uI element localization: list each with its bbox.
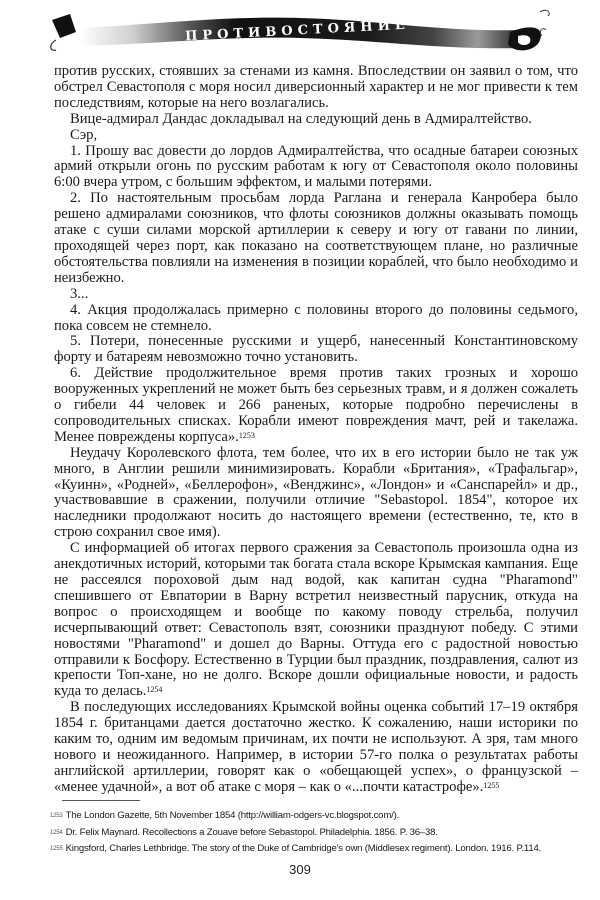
paragraph: против русских, стоявших за стенами из камня. Впоследствии он заявил о том, что обстрел Севастополя с моря носил диверсионный характер и не мог привести к тем последствиям, которые на него возлагались. [54,63,578,111]
footnote-divider [62,800,140,801]
paragraph: 3... [70,285,89,302]
footnote [50,808,580,825]
footnote-ref[interactable]: 1254 [146,685,163,695]
paragraph: 5. Потери, понесенные русскими и ущерб, нанесенный Константиновскому форту и батареям невозможно точно установить. [54,333,578,366]
footnote-text: The London Gazette, 5th November 1854 (http://william-odgers-vc.blogspot.com/). [65,810,400,821]
footnote-ref[interactable]: 1255 [483,780,500,790]
paragraph: 1. Прошу вас довести до лордов Адмиралтейства, что осадные батареи союзных армий открыли огонь по русским работам к югу от Севастополя около половины 6:00 вчера утром, с большим эффектом, и малыми потерями. [54,142,578,191]
footnote-text: Dr. Felix Maynard. Recollections a Zouave before Sebastopol. Philadelphia. 1856. P. 36–38. [65,826,438,838]
chapter-banner [40,6,560,58]
footnote [50,841,580,858]
paragraph: 4. Акция продолжалась примерно с половины второго до половины седьмого, пока совсем не стемнело. [54,301,578,334]
paragraph: Сэр, [70,126,98,143]
paragraph: В последующих исследованиях Крымской войны оценка событий 17–19 октября 1854 г. британцами дается достаточно жестко. К сожалению, наши историки по каким то, одним им ведомым причинам, их почти не используют. А зря, там много нового и неожиданного. Например, в истории 57-го полка о результатах работы английской артиллерии, говорят как о «обещающей успех», о французской – «менее удачной», а вот об атаке с моря – как о «...почти катастрофе».$^{1255}$ [54,699,578,795]
footnote [50,825,580,842]
paragraph: 2. По настоятельным просьбам лорда Раглана и генерала Канробера было решено адмиралами союзников, что флоты союзников должны оказывать помощь атаке с суши силами морской артиллерии к северу и югу от гавани по линии, проходящей через порт, как показано на соответствующем плане, но различные обстоятельства повлияли на изменения в позиции кораблей, что было необходимо и неизбежно. [54,190,578,286]
paragraph: 6. Действие продолжительное время против таких грозных и хорошо вооруженных укреплений не может быть без серьезных травм, и я должен сожалеть о гибели 44 человек и 266 раненых, которые подробно перечислены в сопроводительных списках. Корабли имеют повреждения мачт, рей и такелажа. Менее повреждены корпуса».$^{1253}$ [54,365,578,445]
footnote-number: 1255 [50,846,63,852]
footnote-number: 1253 [50,813,63,819]
paragraph: Вице-адмирал Дандас докладывал на следующий день в Адмиралтейство. [70,110,532,127]
footnote-number: 1254 [50,829,63,836]
footnote-ref[interactable]: 1253 [238,430,255,440]
paragraph: Неудачу Королевского флота, тем более, что их в его истории было не так уж много, в Англии решили минимизировать. Корабли «Британия», «Трафальгар», «Куинн», «Родней», «Беллерофон», «Венджинс», «Лондон» и «Санспарейл» и др., участвовавшие в сражении, получили отличие "Sebastopol. 1854", которое их наследники продолжают носить до настоящего времени (естественно, те, кто в строю сохранил свое имя). [54,444,578,541]
body-text [54,64,578,796]
chapter-title: ПРОТИВОСТОЯНИЕ [184,17,411,45]
footnotes [50,808,580,858]
paragraph: С информацией об итогах первого сражения за Севастополь произошла одна из анекдотичных историй, которыми так богата стала вскоре Крымская кампания. Еще не рассеялся пороховой дым над водой, как капитан судна "Pharamond" спешившего от Евпатории в Варну встретил неизвестный парусник, откуда на вопрос о происходящем и вообще по какому поводу стрельба, получил исчерпывающий ответ: Севастополь взят, союзники празднуют победу. С этими новостями "Pharamond" и дошел до Варны. Оттуда его с радостной новостью отправили к Босфору. Естественно в Турции был праздник, поздравления, салют из крепости Топ-хане, но не долго. Вскоре дошли официальные новости, и радость куда то делась.$^{1254}$ [54,540,578,700]
page-number: 309 [289,862,311,877]
footnote-text: Kingsford, Charles Lethbridge. The story of the Duke of Cambridge's own (Middlesex regiment). London. 1916. P.114. [65,843,542,854]
